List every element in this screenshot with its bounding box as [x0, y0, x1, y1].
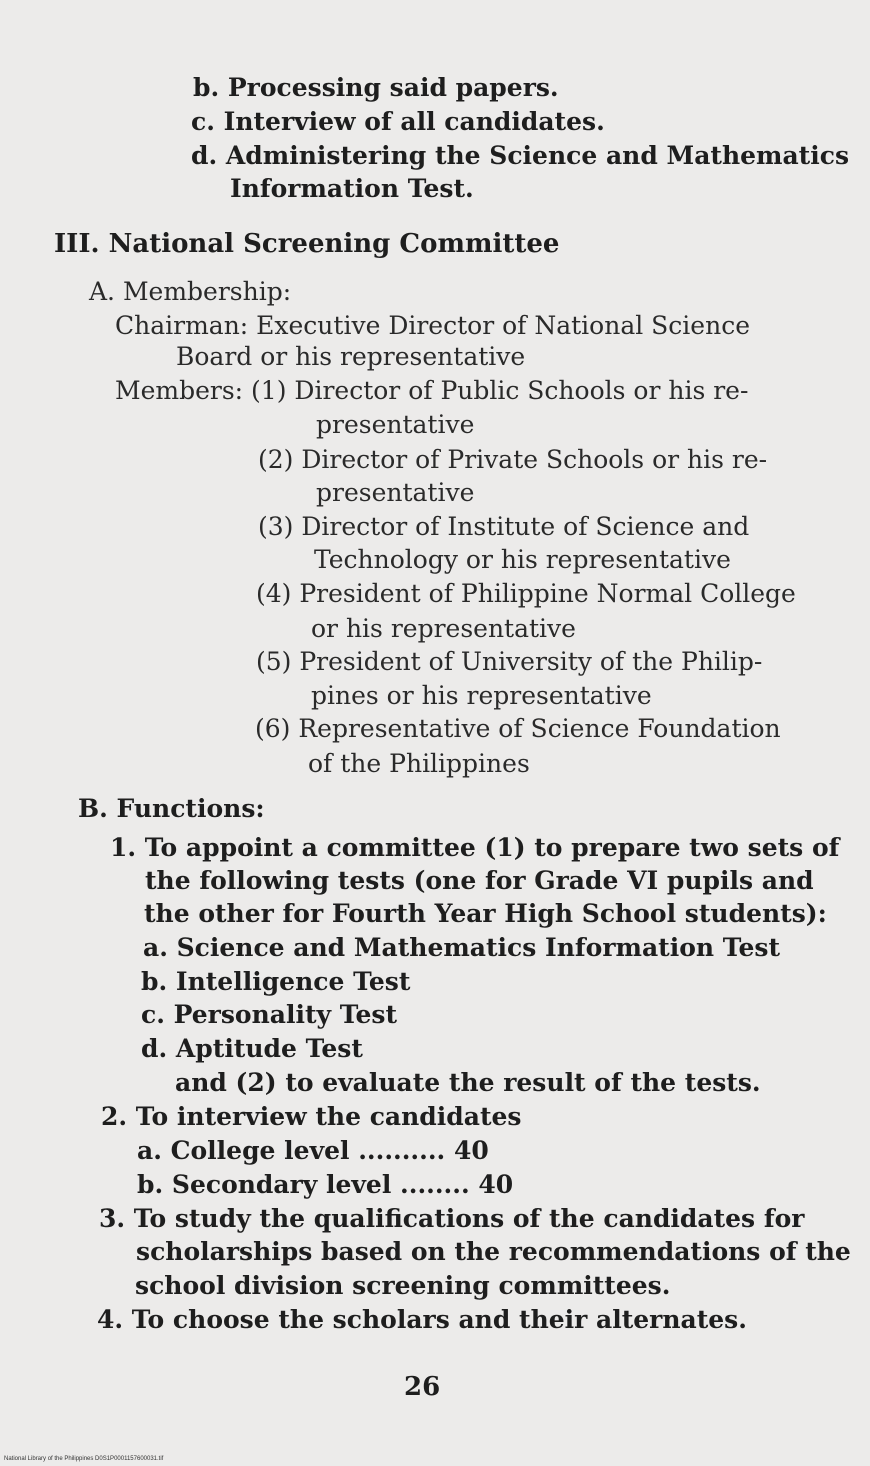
text-line: 1. To appoint a committee (1) to prepare two sets of	[110, 833, 840, 862]
subsection-heading: A. Membership:	[89, 277, 292, 306]
text-line: (5) President of University of the Philip-	[256, 647, 763, 676]
text-line: school division screening committees.	[135, 1271, 671, 1300]
scan-footer: National Library of the Philippines D0S1P0001157600031.tif	[4, 1456, 164, 1462]
text-line: 2. To interview the candidates	[101, 1102, 522, 1131]
text-line: a. Science and Mathematics Information Test	[143, 933, 781, 962]
text-line: of the Philippines	[308, 749, 530, 778]
text-line: presentative	[316, 478, 475, 507]
text-line: (2) Director of Private Schools or his re-	[258, 445, 768, 474]
text-line: scholarships based on the recommendations of the	[136, 1237, 851, 1266]
text-line: b. Processing said papers.	[193, 73, 559, 102]
text-line: (6) Representative of Science Foundation	[255, 714, 781, 743]
text-line: 4. To choose the scholars and their alternates.	[97, 1305, 747, 1334]
text-line: the following tests (one for Grade VI pupils and	[145, 866, 814, 895]
text-line: Board or his representative	[176, 342, 526, 371]
text-line: d. Aptitude Test	[141, 1034, 363, 1063]
text-line: d. Administering the Science and Mathematics	[191, 141, 850, 170]
text-line: a. College level .......... 40	[137, 1136, 489, 1165]
text-line: c. Personality Test	[141, 1000, 397, 1029]
page-number: 26	[404, 1372, 441, 1402]
text-line: (3) Director of Institute of Science and	[258, 512, 750, 541]
text-line: presentative	[316, 410, 475, 439]
text-line: Technology or his representative	[314, 545, 731, 574]
text-line: Members: (1) Director of Public Schools or his re-	[115, 376, 749, 405]
text-line: b. Intelligence Test	[141, 967, 411, 996]
text-line: Information Test.	[230, 174, 474, 203]
text-line: pines or his representative	[311, 681, 652, 710]
text-line: Chairman: Executive Director of National Science	[115, 311, 750, 340]
text-line: 3. To study the qualifications of the candidates for	[99, 1204, 805, 1233]
subsection-heading: B. Functions:	[78, 794, 265, 823]
text-line: (4) President of Philippine Normal College	[256, 579, 796, 608]
section-heading: III. National Screening Committee	[54, 229, 560, 259]
text-line: c. Interview of all candidates.	[191, 107, 605, 136]
text-line: the other for Fourth Year High School students):	[144, 899, 827, 928]
text-line: or his representative	[311, 614, 576, 643]
text-line: b. Secondary level ........ 40	[137, 1170, 514, 1199]
text-line: and (2) to evaluate the result of the tests.	[175, 1068, 761, 1097]
